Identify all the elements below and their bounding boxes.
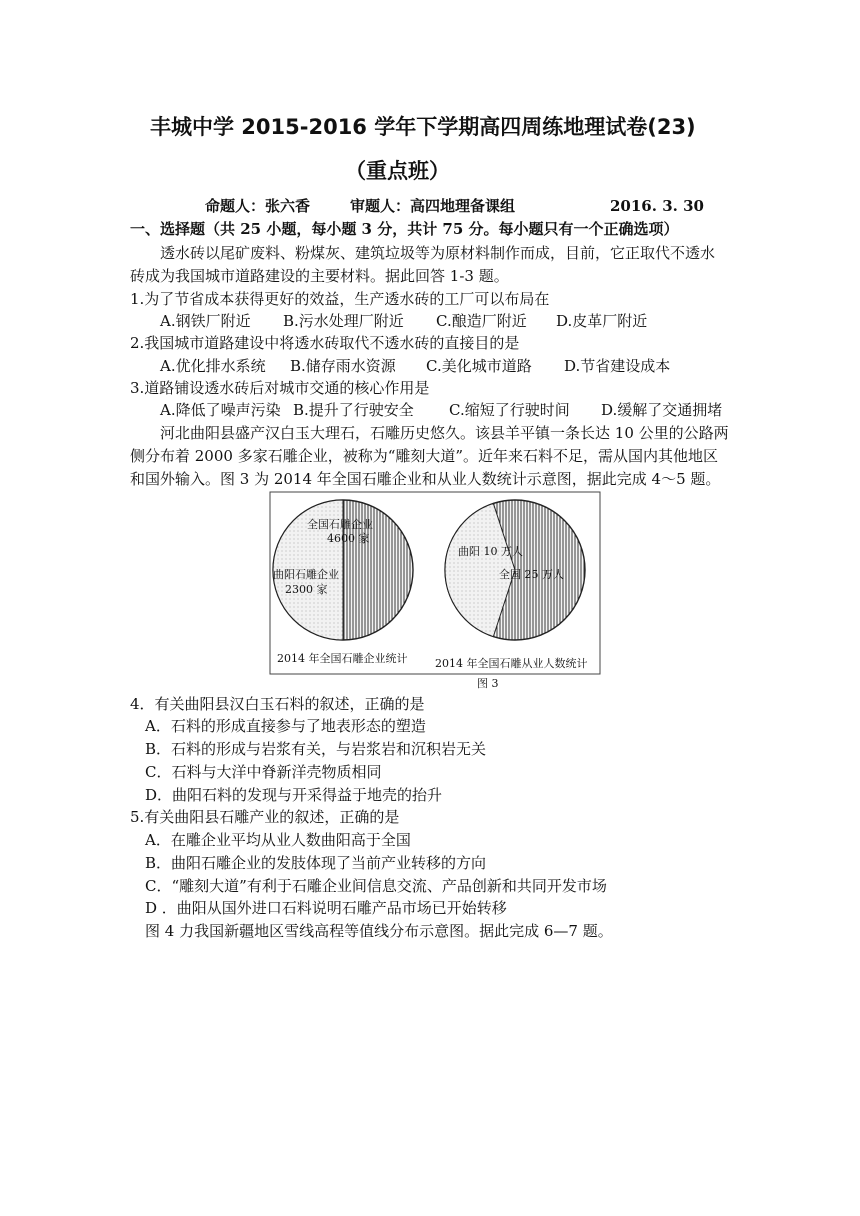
- q3-stem: 3.道路铺设透水砖后对城市交通的核心作用是: [130, 379, 430, 397]
- q3-option-a: A.降低了噪声污染: [160, 401, 281, 419]
- q4-option-c: C．石料与大洋中脊新洋壳物质相同: [145, 763, 382, 781]
- passage1-line1: 透水砖以尾矿废料、粉煤灰、建筑垃圾等为原材料制作而成，目前，它正取代不透水: [160, 244, 716, 262]
- q2-stem: 2.我国城市道路建设中将透水砖取代不透水砖的直接目的是: [130, 334, 520, 352]
- pie1-part-label-line1: 曲阳石雕企业: [273, 568, 339, 581]
- page-title: 丰城中学 2015-2016 学年下学期高四周练地理试卷(23): [150, 115, 696, 139]
- pie1-total-label-line2: 4600 家: [327, 532, 370, 545]
- q1-stem: 1.为了节省成本获得更好的效益，生产透水砖的工厂可以布局在: [130, 290, 550, 308]
- pie2-caption: 2014 年全国石雕从业人数统计: [435, 657, 588, 670]
- q5-option-b: B．曲阳石雕企业的发肢体现了当前产业转移的方向: [145, 854, 487, 872]
- section-heading: 一、选择题（共 25 小题，每小题 3 分，共计 75 分。每小题只有一个正确选项）: [130, 220, 679, 238]
- pie2-total-label: 全国 25 万人: [499, 568, 564, 581]
- q5-option-c: C．“雕刻大道”有利于石雕企业间信息交流、产品创新和共同开发市场: [145, 877, 607, 895]
- pie1-caption: 2014 年全国石雕企业统计: [277, 652, 408, 665]
- q4-option-b: B．石料的形成与岩浆有关，与岩浆岩和沉积岩无关: [145, 740, 487, 758]
- passage2-line1: 河北曲阳县盛产汉白玉大理石，石雕历史悠久。该县羊平镇一条长达 10 公里的公路两: [160, 424, 729, 442]
- figure-3: [265, 490, 605, 690]
- q5-stem: 5.有关曲阳县石雕产业的叙述，正确的是: [130, 808, 400, 826]
- q1-option-b: B.污水处理厂附近: [283, 312, 404, 330]
- exam-date: 2016. 3. 30: [610, 197, 704, 215]
- reviewer-label: 审题人：高四地理备课组: [350, 197, 516, 215]
- q2-option-b: B.储存雨水资源: [290, 357, 396, 375]
- q3-option-c: C.缩短了行驶时间: [449, 401, 570, 419]
- passage2-line3: 和国外输入。图 3 为 2014 年全国石雕企业和从业人数统计示意图，据此完成 4～5 题。: [130, 470, 721, 488]
- q5-option-a: A．在雕企业平均从业人数曲阳高于全国: [145, 831, 411, 849]
- q4-option-a: A．石料的形成直接参与了地表形态的塑造: [145, 717, 426, 735]
- q1-option-d: D.皮革厂附近: [556, 312, 648, 330]
- pie2-part-label: 曲阳 10 万人: [458, 545, 523, 558]
- q4-option-d: D．曲阳石料的发现与开采得益于地壳的抬升: [145, 786, 443, 804]
- figure-caption: 图 3: [477, 677, 499, 690]
- pie1-part-label-line2: 2300 家: [285, 583, 328, 596]
- q2-option-d: D.节省建设成本: [564, 357, 671, 375]
- q4-stem: 4．有关曲阳县汉白玉石料的叙述，正确的是: [130, 695, 425, 713]
- q2-option-c: C.美化城市道路: [426, 357, 532, 375]
- passage2-line2: 侧分布着 2000 多家石雕企业，被称为“雕刻大道”。近年来石料不足，需从国内其他地区: [130, 447, 719, 465]
- q5-option-d: D ．曲阳从国外进口石料说明石雕产品市场已开始转移: [145, 899, 507, 917]
- q3-option-b: B.提升了行驶安全: [293, 401, 414, 419]
- author-label: 命题人：张六香: [205, 197, 311, 215]
- q1-option-c: C.酿造厂附近: [436, 312, 527, 330]
- q3-option-d: D.缓解了交通拥堵: [601, 401, 723, 419]
- q2-option-a: A.优化排水系统: [160, 357, 266, 375]
- passage1-line2: 砖成为我国城市道路建设的主要材料。据此回答 1-3 题。: [130, 267, 509, 285]
- q1-option-a: A.钢铁厂附近: [160, 312, 251, 330]
- pie1-total-label-line1: 全国石雕企业: [307, 518, 373, 531]
- pie-charts-figure: [265, 490, 605, 690]
- passage3-line1: 图 4 力我国新疆地区雪线高程等值线分布示意图。据此完成 6—7 题。: [145, 922, 613, 940]
- page-subtitle: （重点班）: [345, 159, 450, 183]
